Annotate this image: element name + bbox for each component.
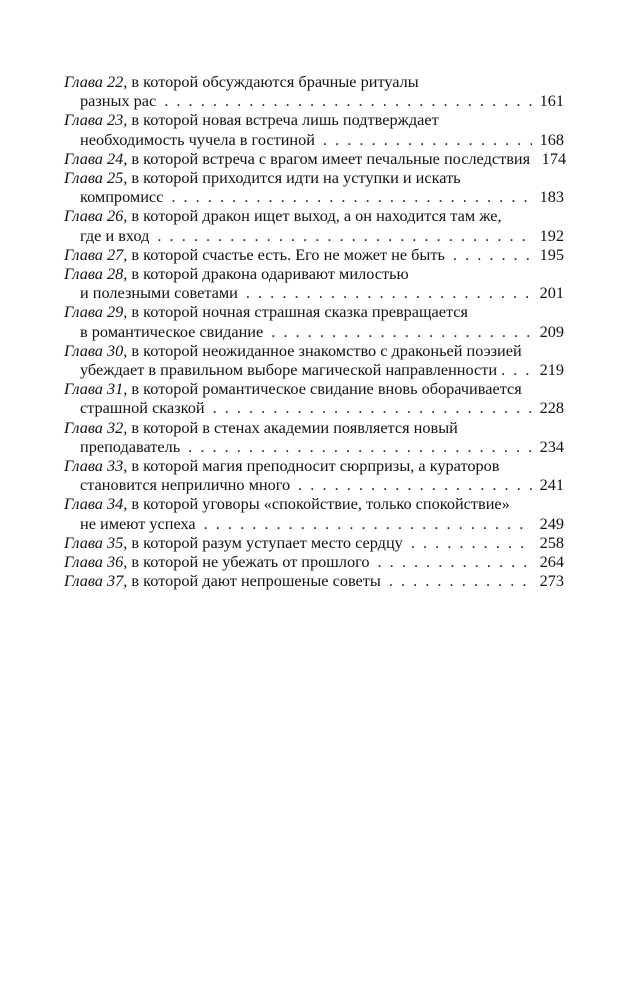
toc-entry-34[interactable]: [64, 494, 564, 532]
dot-leader: [298, 475, 532, 494]
page-number: 249: [539, 513, 564, 533]
toc-line: [64, 322, 564, 341]
toc-line: [64, 379, 564, 398]
chapter-heading: Глава 36,: [64, 552, 128, 572]
toc-line: [64, 302, 564, 321]
chapter-heading: Глава 24,: [64, 148, 128, 168]
dot-leader: [501, 360, 534, 379]
toc-line: [64, 264, 564, 283]
page-number: 273: [539, 571, 564, 591]
chapter-heading: Глава 26,: [64, 206, 128, 226]
page-number: 168: [539, 129, 564, 149]
chapter-title: в которой обсуждаются брачные ритуалы: [127, 72, 419, 91]
chapter-heading: Глава 33,: [64, 456, 128, 476]
page-number: 258: [539, 532, 564, 552]
chapter-heading: Глава 30,: [64, 340, 128, 360]
chapter-title: в которой приходится идти на уступки и искать: [127, 168, 461, 188]
chapter-title-cont: необходимость чучела в гостиной: [80, 129, 315, 149]
toc-entry-26[interactable]: [64, 206, 564, 244]
chapter-title-cont: и полезными советами: [80, 283, 238, 303]
chapter-title-cont: становится неприлично много: [80, 475, 291, 495]
chapter-title-cont: в романтическое свидание: [80, 321, 264, 341]
toc-line: [64, 226, 564, 245]
dot-leader: [453, 245, 532, 264]
chapter-heading: Глава 37,: [64, 571, 128, 591]
chapter-heading: Глава 22,: [64, 72, 128, 91]
chapter-title: в которой разум уступает место сердцу: [127, 532, 403, 552]
page-number: 192: [539, 225, 564, 245]
page-number: 264: [539, 552, 564, 572]
chapter-heading: Глава 34,: [64, 494, 128, 514]
dot-leader: [213, 398, 532, 417]
page-number: 219: [539, 360, 564, 380]
dot-leader: [323, 130, 532, 149]
chapter-heading: Глава 23,: [64, 110, 128, 130]
toc-line: [64, 398, 564, 417]
dot-leader: [271, 322, 532, 341]
dot-leader: [188, 437, 532, 456]
toc-line: [64, 437, 564, 456]
chapter-title: в которой в стенах академии появляется новый: [127, 417, 458, 437]
page-number: 161: [539, 91, 564, 111]
toc-line: [64, 91, 564, 110]
toc-line: [64, 130, 564, 149]
chapter-heading: Глава 35,: [64, 532, 128, 552]
toc-line: [64, 514, 564, 533]
page-number: 201: [539, 283, 564, 303]
toc-line: [64, 533, 564, 552]
page-number: 228: [539, 398, 564, 418]
toc-line: [64, 418, 564, 437]
page-number: 195: [539, 244, 564, 264]
page-number: 241: [539, 475, 564, 495]
dot-leader: [171, 187, 532, 206]
table-of-contents: [64, 72, 567, 591]
toc-line: [64, 187, 564, 206]
dot-leader: [389, 571, 532, 590]
toc-entry-28[interactable]: [64, 264, 564, 302]
toc-entry-30[interactable]: [64, 341, 564, 379]
chapter-title: в которой не убежать от прошлого: [127, 552, 370, 572]
dot-leader: [204, 514, 532, 533]
toc-entry-33[interactable]: [64, 456, 564, 494]
chapter-title: в которой дракона одаривают милостью: [127, 264, 409, 284]
chapter-title-cont: где и вход: [80, 225, 150, 245]
chapter-title: в которой дракон ищет выход, а он находится там же,: [127, 206, 502, 226]
toc-line: [64, 571, 564, 590]
toc-entry-31[interactable]: [64, 379, 564, 417]
toc-line: [64, 206, 564, 225]
chapter-title-cont: преподаватель: [80, 436, 181, 456]
toc-line: [64, 148, 567, 168]
toc-line: [64, 110, 564, 129]
chapter-title-cont: не имеют успеха: [80, 513, 196, 533]
toc-line: [64, 283, 564, 302]
dot-leader: [246, 283, 532, 302]
toc-line: [64, 245, 564, 264]
toc-entry-37[interactable]: [64, 571, 564, 590]
toc-entry-36[interactable]: [64, 552, 564, 571]
page-number: 234: [539, 436, 564, 456]
dot-leader: [164, 91, 532, 110]
chapter-title: в которой магия преподносит сюрпризы, а кураторов: [127, 456, 500, 476]
dot-leader: [157, 226, 532, 245]
dot-leader: [378, 552, 532, 571]
toc-line: [64, 360, 564, 379]
chapter-title: в которой дают непрошеные советы: [127, 571, 381, 591]
chapter-heading: Глава 27,: [64, 244, 128, 264]
toc-entry-25[interactable]: [64, 168, 564, 206]
chapter-title: в которой ночная страшная сказка превращается: [127, 302, 469, 322]
toc-entry-35[interactable]: [64, 533, 564, 552]
chapter-title-cont: страшной сказкой: [80, 398, 205, 418]
chapter-title: в которой неожиданное знакомство с драконьей поэзией: [127, 340, 522, 360]
toc-line: [64, 475, 564, 494]
toc-line: [64, 456, 564, 475]
toc-entry-24[interactable]: [64, 148, 567, 168]
chapter-title: в которой уговоры «спокойствие, только спокойствие»: [127, 494, 510, 514]
toc-line: [64, 168, 564, 187]
chapter-title-cont: разных рас: [80, 91, 157, 111]
chapter-title-cont: компромисс: [80, 187, 164, 207]
toc-entry-32[interactable]: [64, 418, 564, 456]
chapter-title-cont: убеждает в правильном выборе магической направленности: [80, 360, 498, 380]
chapter-heading: Глава 32,: [64, 417, 128, 437]
toc-line: [64, 72, 564, 91]
toc-line: [64, 341, 564, 360]
dot-leader: [411, 533, 532, 552]
chapter-title: в которой романтическое свидание вновь оборачивается: [127, 379, 522, 399]
toc-entry-23[interactable]: [64, 110, 564, 148]
page-number: 183: [539, 187, 564, 207]
chapter-title: в которой счастье есть. Его не может не быть: [127, 244, 445, 264]
chapter-title: в которой встреча с врагом имеет печальные последствия: [127, 148, 531, 168]
chapter-heading: Глава 28,: [64, 264, 128, 284]
toc-entry-29[interactable]: [64, 302, 564, 340]
toc-line: [64, 552, 564, 571]
toc-entry-22[interactable]: [64, 72, 564, 110]
toc-entry-27[interactable]: [64, 245, 564, 264]
page-number: 174: [541, 148, 567, 168]
chapter-title: в которой новая встреча лишь подтверждает: [127, 110, 439, 130]
chapter-heading: Глава 29,: [64, 302, 128, 322]
chapter-heading: Глава 25,: [64, 168, 128, 188]
page-number: 209: [539, 321, 564, 341]
chapter-heading: Глава 31,: [64, 379, 128, 399]
toc-line: [64, 494, 564, 513]
